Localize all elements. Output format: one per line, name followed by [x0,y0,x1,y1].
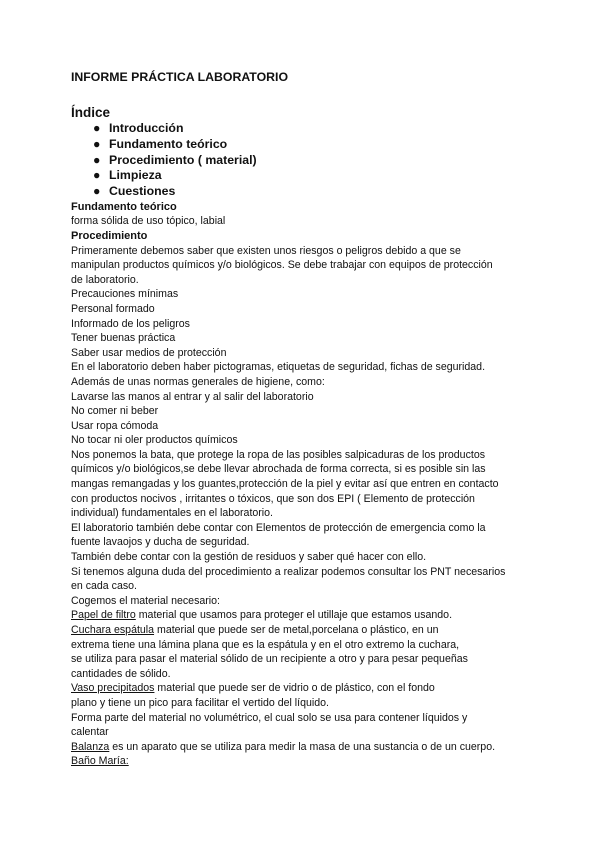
text-line: Primeramente debemos saber que existen unos riesgos o peligros debido a que se [71,244,461,257]
material-line [71,740,541,755]
text-line: fuente lavaojos y ducha de seguridad. [71,536,250,549]
text-line: Nos ponemos la bata, que protege la ropa de las posibles salpicaduras de los productos [71,448,486,461]
text-line: Lavarse las manos al entrar y al salir del laboratorio [71,390,314,403]
material-description: material que puede ser de vidrio o de plástico, con el fondo [154,682,435,695]
text-line: En el laboratorio deben haber pictogramas, etiquetas de seguridad, fichas de seguridad. [71,361,486,374]
index-item: ● Limpieza [93,168,162,183]
bullet-icon: ● [93,152,101,167]
text-line: manipulan productos químicos y/o biológicos. Se debe trabajar con equipos de protección [71,259,493,272]
material-line [71,754,541,769]
material-line [71,711,541,726]
text-line: Cogemos el material necesario: [71,594,220,607]
material-line [71,725,541,740]
fundamento-text: forma sólida de uso tópico, labial [71,215,226,228]
text-line: con productos nocivos , irritantes o tóxicos, que son dos EPI ( Elemento de protección [71,492,475,505]
index-item: ● Fundamento teórico [93,136,228,151]
text-line: No comer ni beber [71,405,159,418]
bullet-icon: ● [93,184,101,199]
material-term: Cuchara espátula [71,624,155,637]
material-description: material que usamos para proteger el utillaje que estamos usando. [135,609,453,622]
text-line: químicos y/o biológicos,se debe llevar abrochada de forma correcta, si es posible sin las [71,463,486,476]
index-item: ● Introducción [93,121,184,135]
material-description: se utiliza para pasar el material sólido de un recipiente a otro y para pesar pequeñas [71,653,468,666]
material-description: es un aparato que se utiliza para medir la masa de una sustancia o de un cuerpo. [109,740,496,753]
material-line [71,608,541,623]
material-term: Baño María: [71,755,129,768]
document-body [71,70,541,769]
procedimiento-body [71,244,541,609]
material-line [71,623,541,638]
text-line: Usar ropa cómoda [71,419,159,432]
text-line: mangas remangadas y los guantes,protección de la piel y evitar así que entren en contacto [71,478,499,491]
text-line: También debe contar con la gestión de residuos y saber qué hacer con ello. [71,551,427,564]
material-term: Vaso precipitados [71,682,155,695]
text-line: Precauciones mínimas [71,288,179,301]
material-term: Balanza [71,740,110,753]
index-list [93,121,541,200]
material-description: calentar [71,726,109,739]
index-heading: Índice [71,105,111,120]
material-description: extrema tiene una lámina plana que es la espátula y en el otro extremo la cuchara, [71,638,460,651]
text-line: Saber usar medios de protección [71,346,227,359]
material-term: Papel de filtro [71,609,136,622]
material-line [71,652,541,667]
materials-list [71,608,541,769]
material-line [71,681,541,696]
material-line [71,638,541,653]
material-line [71,667,541,682]
bullet-icon: ● [93,168,101,183]
index-item: ● Cuestiones [93,184,176,199]
text-line: Además de unas normas generales de higiene, como: [71,375,325,388]
material-line [71,696,541,711]
procedimiento-heading: Procedimiento [71,230,148,243]
fundamento-heading: Fundamento teórico [71,200,177,213]
text-line: No tocar ni oler productos químicos [71,434,238,447]
text-line: individual) fundamentales en el laboratorio. [71,507,273,520]
material-description: cantidades de sólido. [71,667,171,680]
material-description: material que puede ser de metal,porcelana o plástico, en un [154,624,439,637]
material-description: plano y tiene un pico para facilitar el vertido del líquido. [71,696,329,709]
text-line: El laboratorio también debe contar con Elementos de protección de emergencia como la [71,521,486,534]
text-line: de laboratorio. [71,273,139,286]
material-description: Forma parte del material no volumétrico, el cual solo se usa para contener líquidos y [71,711,468,724]
bullet-icon: ● [93,121,101,135]
bullet-icon: ● [93,136,101,151]
text-line: Personal formado [71,302,155,315]
document-title: INFORME PRÁCTICA LABORATORIO [71,70,289,84]
text-line: Informado de los peligros [71,317,190,330]
text-line: Si tenemos alguna duda del procedimiento a realizar podemos consultar los PNT necesarios [71,565,506,578]
text-line: Tener buenas práctica [71,332,176,345]
index-item: ● Procedimiento ( material) [93,152,257,167]
text-line: en cada caso. [71,580,137,593]
